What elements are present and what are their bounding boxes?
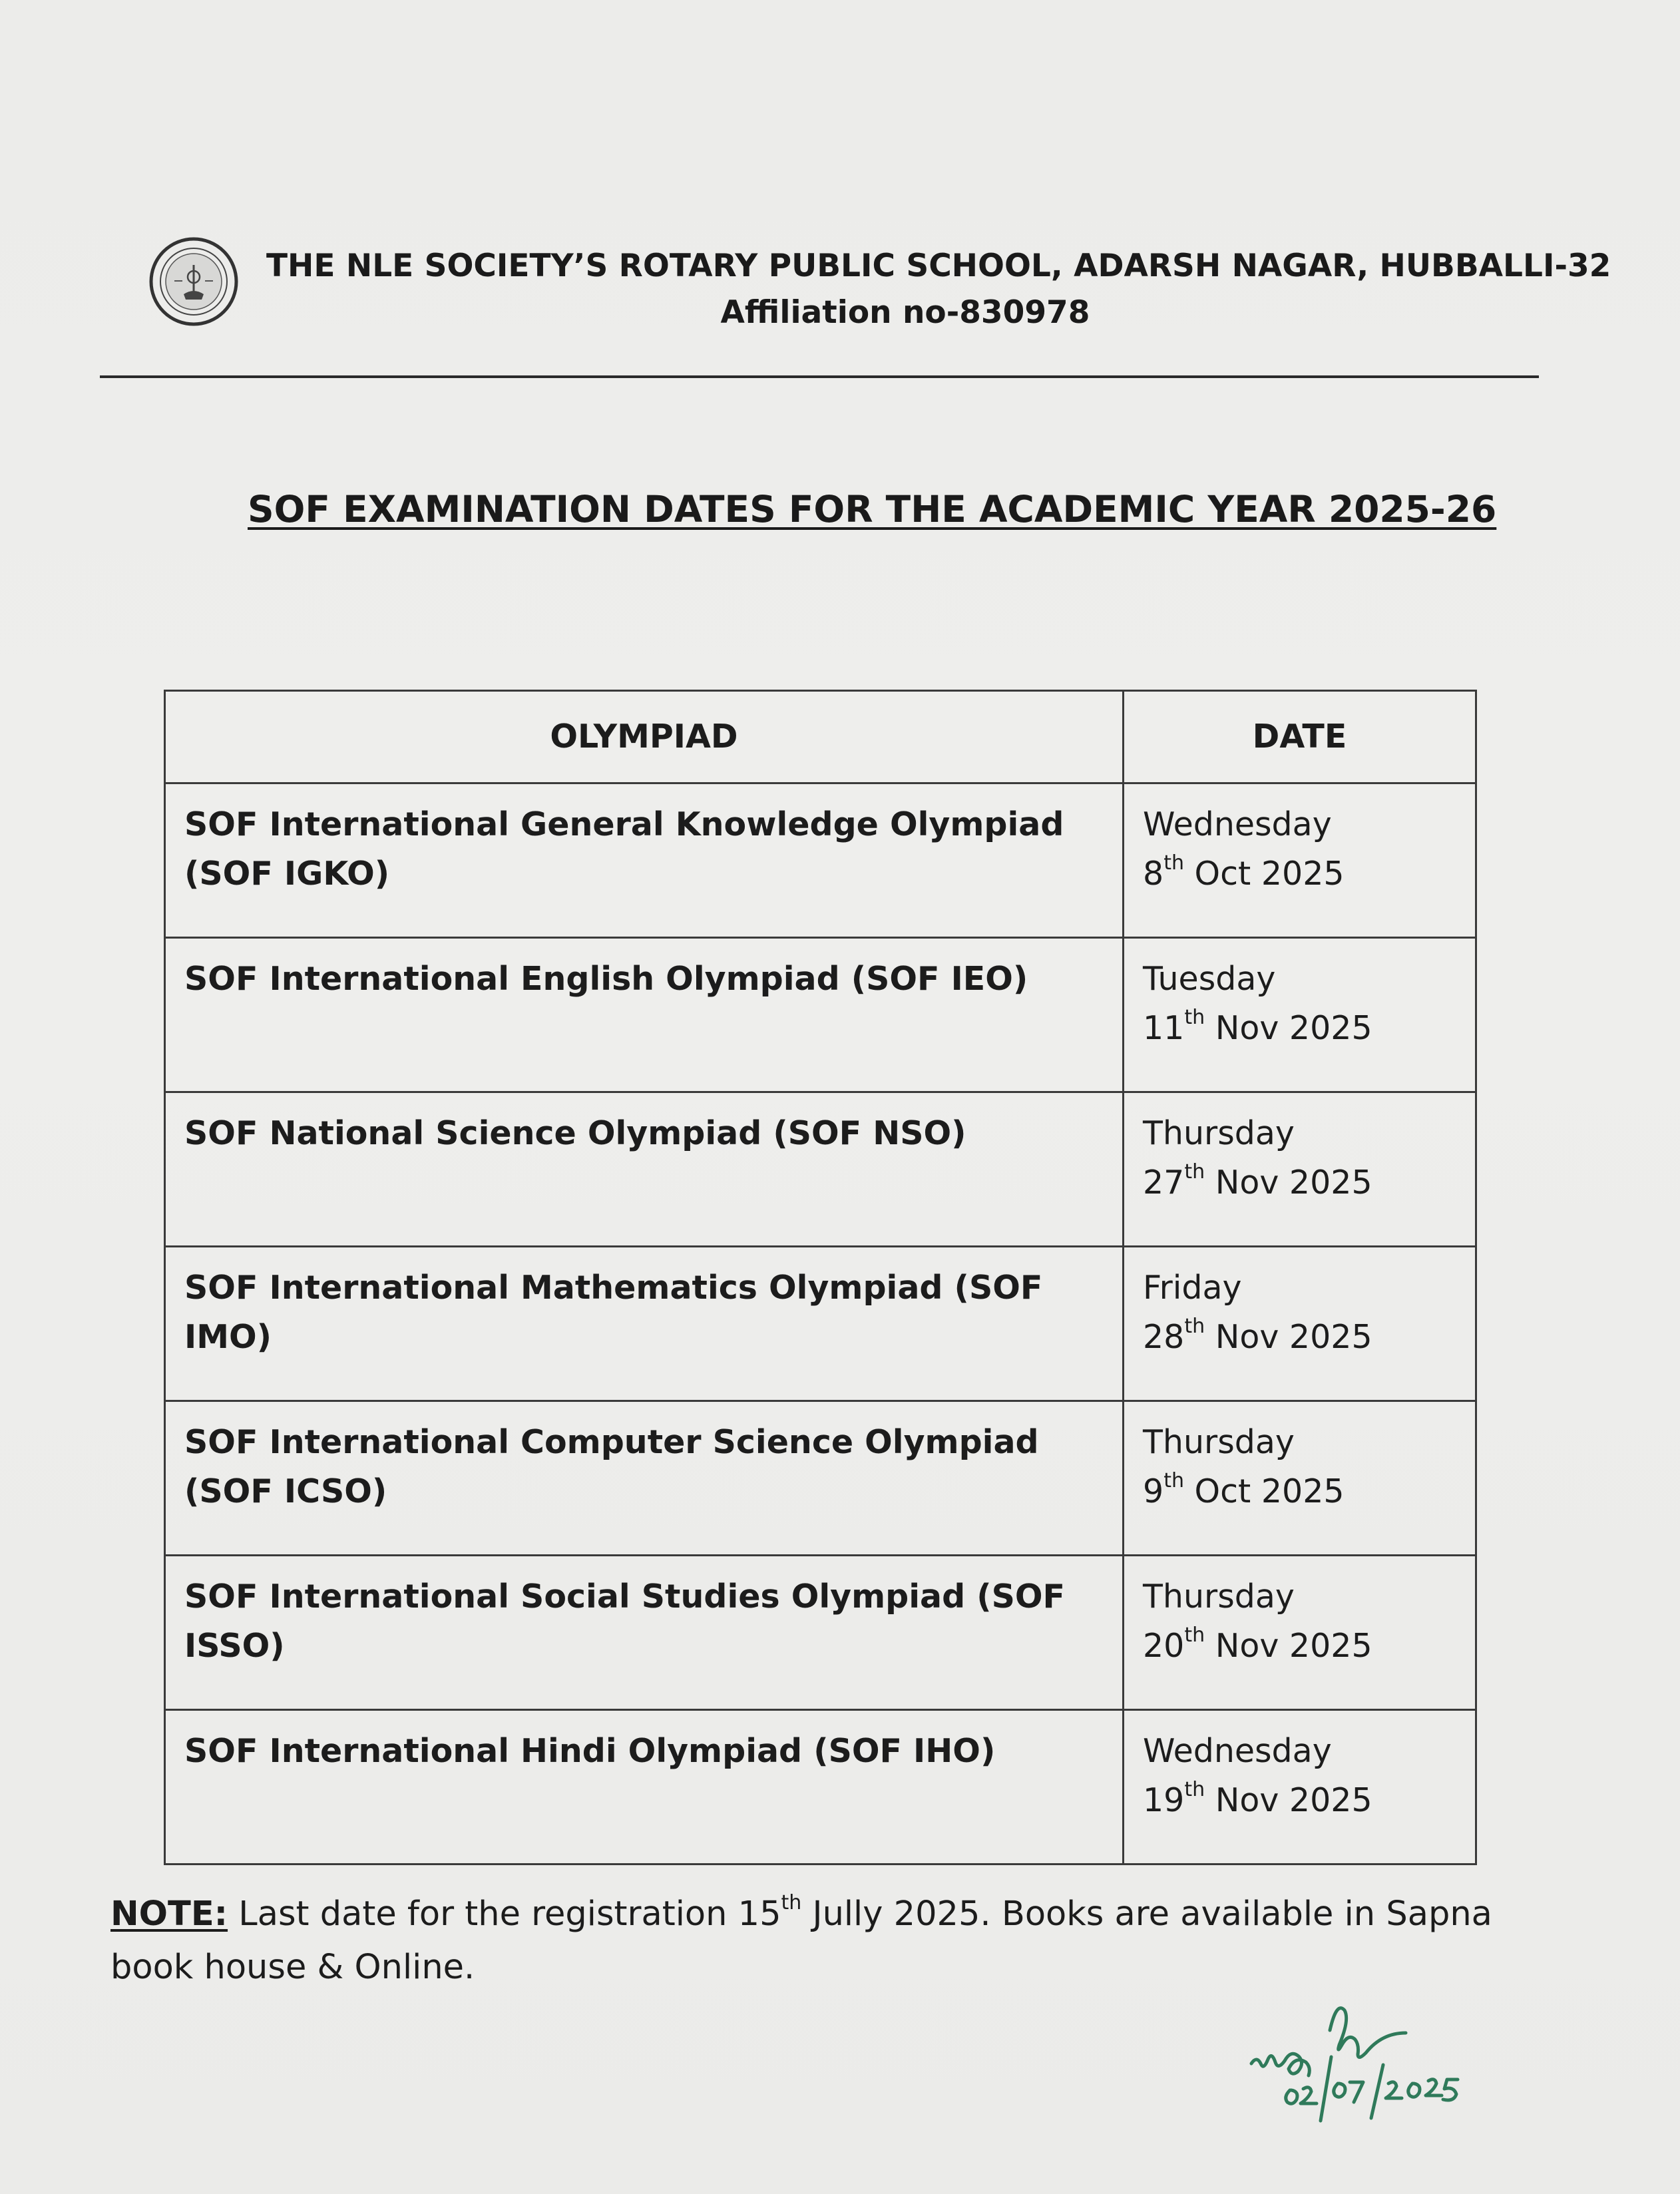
exam-day: Wednesday (1143, 1732, 1332, 1770)
school-seal-icon (148, 236, 240, 328)
table-row (165, 783, 1476, 938)
handwritten-signature (1238, 1990, 1518, 2143)
date-month-year: Oct 2025 (1183, 855, 1345, 893)
school-name: THE NLE SOCIETY’S ROTARY PUBLIC SCHOOL, ADARSH NAGAR, HUBBALLI-32 (266, 248, 1611, 284)
date-month-year: Nov 2025 (1205, 1627, 1372, 1665)
note-label: NOTE: (110, 1894, 228, 1934)
note-text-after: Jully 2025. Books are available in Sapna book house & Online. (110, 1894, 1492, 1987)
date-number: 28 (1143, 1318, 1185, 1356)
olympiad-name: SOF International Computer Science Olympiad (SOF ICSO) (165, 1401, 1124, 1556)
date-suffix: th (1184, 1160, 1205, 1184)
date-suffix: th (1163, 1468, 1184, 1492)
table-header-row (165, 691, 1476, 783)
document-title: SOF EXAMINATION DATES FOR THE ACADEMIC YEAR 2025-26 (248, 488, 1497, 531)
date-suffix: th (1184, 1777, 1205, 1801)
date-number: 27 (1143, 1164, 1185, 1202)
olympiad-name: SOF International Mathematics Olympiad (SOF IMO) (165, 1247, 1124, 1401)
date-month-year: Nov 2025 (1205, 1781, 1372, 1819)
note-text-before: Last date for the registration 15 (228, 1894, 781, 1934)
note-date-suffix: th (781, 1891, 802, 1914)
exam-date (1124, 1401, 1476, 1556)
date-number: 11 (1143, 1009, 1185, 1047)
exam-date (1124, 938, 1476, 1092)
table-row (165, 938, 1476, 1092)
exam-dates-table (164, 690, 1477, 1865)
date-number: 19 (1143, 1781, 1185, 1819)
column-header-date: DATE (1124, 691, 1476, 783)
exam-day: Thursday (1143, 1114, 1295, 1152)
date-number: 8 (1143, 855, 1164, 893)
olympiad-name: SOF International Hindi Olympiad (SOF IHO) (165, 1710, 1124, 1865)
date-month-year: Nov 2025 (1205, 1164, 1372, 1202)
olympiad-name: SOF International Social Studies Olympiad (SOF ISSO) (165, 1556, 1124, 1710)
exam-date (1124, 1247, 1476, 1401)
olympiad-name: SOF National Science Olympiad (SOF NSO) (165, 1092, 1124, 1247)
date-suffix: th (1163, 851, 1184, 875)
exam-date (1124, 1092, 1476, 1247)
table-row (165, 1556, 1476, 1710)
date-suffix: th (1184, 1005, 1205, 1029)
table-row (165, 1401, 1476, 1556)
date-suffix: th (1184, 1623, 1205, 1647)
table-row (165, 1710, 1476, 1865)
exam-day: Wednesday (1143, 805, 1332, 843)
olympiad-name: SOF International General Knowledge Olympiad (SOF IGKO) (165, 783, 1124, 938)
exam-day: Friday (1143, 1269, 1242, 1307)
affiliation-number: Affiliation no-830978 (720, 294, 1090, 331)
exam-date (1124, 783, 1476, 938)
table-row (165, 1247, 1476, 1401)
exam-day: Thursday (1143, 1423, 1295, 1461)
column-header-olympiad: OLYMPIAD (165, 691, 1124, 783)
table-row (165, 1092, 1476, 1247)
exam-date (1124, 1556, 1476, 1710)
exam-day: Tuesday (1143, 960, 1276, 998)
header-divider (100, 375, 1539, 378)
date-number: 9 (1143, 1472, 1164, 1510)
registration-note (110, 1888, 1508, 1994)
date-month-year: Nov 2025 (1205, 1009, 1372, 1047)
exam-day: Thursday (1143, 1578, 1295, 1616)
olympiad-name: SOF International English Olympiad (SOF IEO) (165, 938, 1124, 1092)
date-month-year: Nov 2025 (1205, 1318, 1372, 1356)
date-number: 20 (1143, 1627, 1185, 1665)
date-suffix: th (1184, 1314, 1205, 1338)
date-month-year: Oct 2025 (1183, 1472, 1345, 1510)
exam-date (1124, 1710, 1476, 1865)
